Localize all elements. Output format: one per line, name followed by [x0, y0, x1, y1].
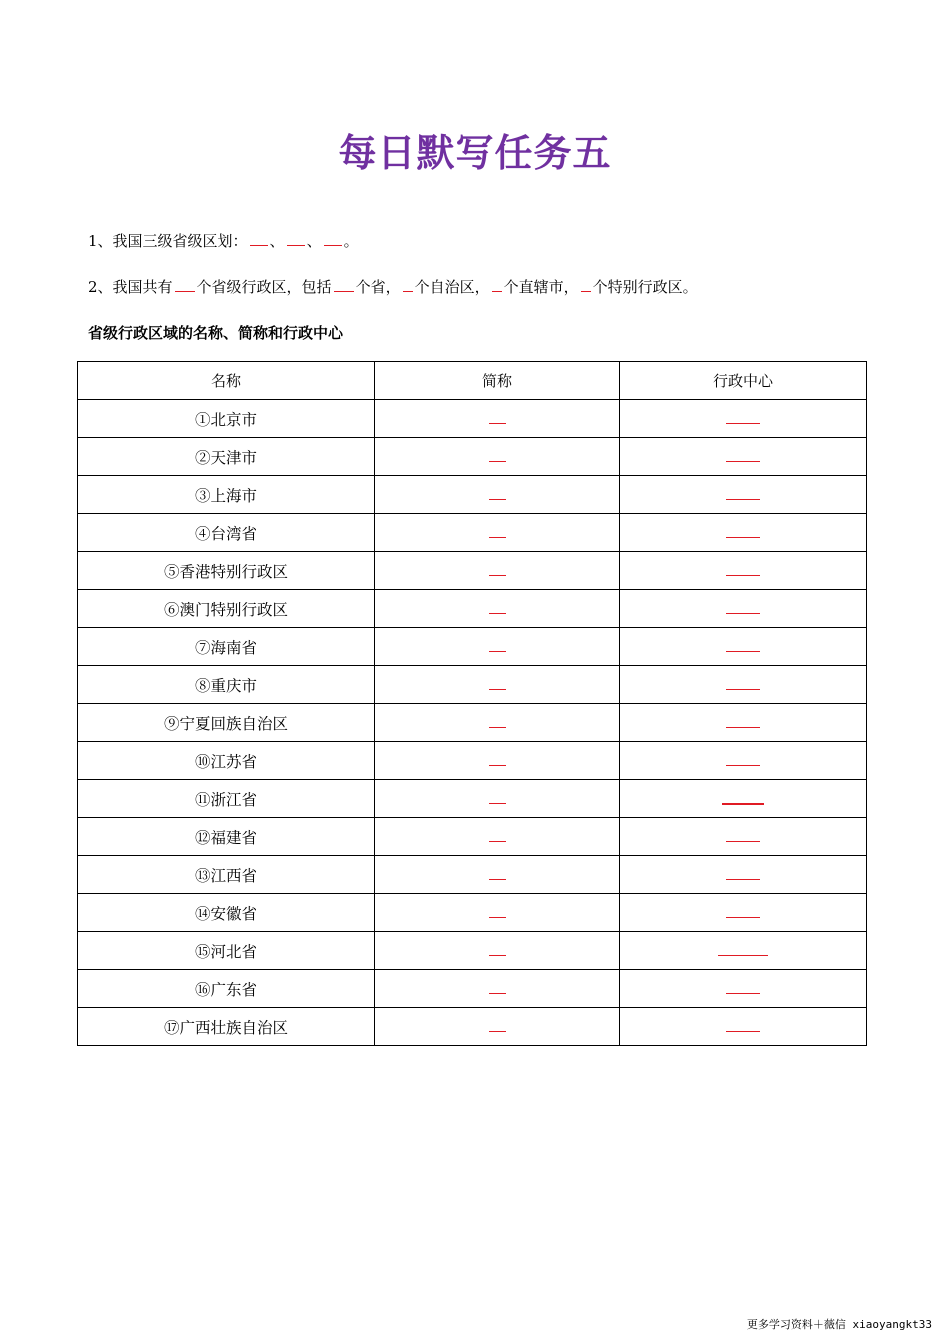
- abbr-cell: [375, 552, 620, 590]
- table-row: [78, 970, 867, 1008]
- province-name: ⑰广西壮族自治区: [78, 1008, 375, 1046]
- abbr-cell: [375, 742, 620, 780]
- blank[interactable]: [324, 233, 342, 246]
- blank[interactable]: [334, 279, 354, 292]
- province-name: ③上海市: [78, 476, 375, 514]
- abbr-blank[interactable]: [489, 757, 506, 766]
- capital-cell: [620, 514, 867, 552]
- table-row: [78, 438, 867, 476]
- question-1: [88, 230, 359, 251]
- abbr-blank[interactable]: [489, 567, 506, 576]
- footer-note: 更多学习资料＋薇信 xiaoyangkt33: [746, 1318, 932, 1331]
- abbr-cell: [375, 970, 620, 1008]
- capital-blank[interactable]: [726, 415, 760, 424]
- capital-cell: [620, 894, 867, 932]
- capital-cell: [620, 780, 867, 818]
- capital-cell: [620, 628, 867, 666]
- table-row: [78, 590, 867, 628]
- abbr-cell: [375, 856, 620, 894]
- table-row: [78, 1008, 867, 1046]
- table-row: [78, 818, 867, 856]
- province-name: ⑤香港特别行政区: [78, 552, 375, 590]
- table-row: [78, 400, 867, 438]
- capital-cell: [620, 400, 867, 438]
- q2-text: 个省，: [355, 278, 401, 296]
- table-row: [78, 704, 867, 742]
- abbr-cell: [375, 894, 620, 932]
- capital-cell: [620, 438, 867, 476]
- province-name: ⑮河北省: [78, 932, 375, 970]
- abbr-blank[interactable]: [489, 985, 506, 994]
- province-name: ⑪浙江省: [78, 780, 375, 818]
- capital-blank[interactable]: [726, 567, 760, 576]
- abbr-blank[interactable]: [489, 719, 506, 728]
- abbr-blank[interactable]: [489, 1023, 506, 1032]
- abbr-cell: [375, 590, 620, 628]
- abbr-cell: [375, 1008, 620, 1046]
- abbr-blank[interactable]: [489, 491, 506, 500]
- capital-blank[interactable]: [726, 909, 760, 918]
- q2-text: 个特别行政区。: [592, 278, 698, 296]
- province-name: ⑬江西省: [78, 856, 375, 894]
- blank[interactable]: [287, 233, 305, 246]
- abbr-blank[interactable]: [489, 909, 506, 918]
- abbr-blank[interactable]: [489, 871, 506, 880]
- capital-blank[interactable]: [722, 795, 764, 805]
- province-name: ⑥澳门特别行政区: [78, 590, 375, 628]
- abbr-blank[interactable]: [489, 529, 506, 538]
- province-name: ⑦海南省: [78, 628, 375, 666]
- capital-cell: [620, 856, 867, 894]
- capital-blank[interactable]: [726, 985, 760, 994]
- page-title: 每日默写任务五: [338, 131, 612, 175]
- abbr-cell: [375, 628, 620, 666]
- q1-end: 。: [343, 232, 359, 250]
- capital-blank[interactable]: [718, 947, 768, 956]
- capital-blank[interactable]: [726, 871, 760, 880]
- q2-text: 2、我国共有: [88, 278, 173, 296]
- province-name: ②天津市: [78, 438, 375, 476]
- capital-cell: [620, 704, 867, 742]
- abbr-blank[interactable]: [489, 947, 506, 956]
- capital-cell: [620, 590, 867, 628]
- capital-blank[interactable]: [726, 681, 760, 690]
- table-row: [78, 666, 867, 704]
- table-caption: 省级行政区域的名称、简称和行政中心: [88, 324, 344, 342]
- question-2: [88, 276, 698, 297]
- blank[interactable]: [403, 279, 413, 292]
- abbr-blank[interactable]: [489, 453, 506, 462]
- table-row: [78, 628, 867, 666]
- table-row: [78, 476, 867, 514]
- blank[interactable]: [581, 279, 591, 292]
- abbr-blank[interactable]: [489, 681, 506, 690]
- table-row: [78, 894, 867, 932]
- abbr-cell: [375, 818, 620, 856]
- q1-sep: 、: [269, 232, 285, 250]
- province-name: ④台湾省: [78, 514, 375, 552]
- capital-blank[interactable]: [726, 719, 760, 728]
- abbr-blank[interactable]: [489, 605, 506, 614]
- abbr-cell: [375, 514, 620, 552]
- province-name: ⑨宁夏回族自治区: [78, 704, 375, 742]
- province-name: ⑧重庆市: [78, 666, 375, 704]
- province-name: ⑩江苏省: [78, 742, 375, 780]
- blank[interactable]: [175, 279, 195, 292]
- capital-cell: [620, 970, 867, 1008]
- capital-blank[interactable]: [726, 491, 760, 500]
- capital-blank[interactable]: [726, 833, 760, 842]
- capital-cell: [620, 818, 867, 856]
- table-row: [78, 514, 867, 552]
- capital-blank[interactable]: [726, 605, 760, 614]
- capital-blank[interactable]: [726, 453, 760, 462]
- header-abbr: 简称: [375, 362, 620, 400]
- blank[interactable]: [492, 279, 502, 292]
- province-table: [77, 361, 867, 1046]
- q1-sep: 、: [306, 232, 322, 250]
- capital-cell: [620, 932, 867, 970]
- abbr-cell: [375, 400, 620, 438]
- province-name: ⑯广东省: [78, 970, 375, 1008]
- abbr-cell: [375, 438, 620, 476]
- capital-blank[interactable]: [726, 643, 760, 652]
- capital-blank[interactable]: [726, 529, 760, 538]
- abbr-blank[interactable]: [489, 415, 506, 424]
- blank[interactable]: [250, 233, 268, 246]
- header-name: 名称: [78, 362, 375, 400]
- table-row: [78, 856, 867, 894]
- abbr-cell: [375, 704, 620, 742]
- abbr-cell: [375, 932, 620, 970]
- table-row: [78, 780, 867, 818]
- q2-text: 个省级行政区，包括: [196, 278, 332, 296]
- capital-cell: [620, 476, 867, 514]
- capital-cell: [620, 666, 867, 704]
- province-name: ⑫福建省: [78, 818, 375, 856]
- abbr-cell: [375, 780, 620, 818]
- capital-cell: [620, 742, 867, 780]
- table-row: [78, 742, 867, 780]
- table-row: [78, 552, 867, 590]
- capital-blank[interactable]: [726, 1023, 760, 1032]
- abbr-blank[interactable]: [489, 795, 506, 804]
- header-capital: 行政中心: [620, 362, 867, 400]
- capital-blank[interactable]: [726, 757, 760, 766]
- abbr-blank[interactable]: [489, 643, 506, 652]
- q2-text: 个自治区，: [414, 278, 490, 296]
- q1-prefix: 1、我国三级省级区划：: [88, 232, 248, 250]
- table-row: [78, 932, 867, 970]
- abbr-cell: [375, 666, 620, 704]
- abbr-cell: [375, 476, 620, 514]
- abbr-blank[interactable]: [489, 833, 506, 842]
- capital-cell: [620, 1008, 867, 1046]
- province-name: ⑭安徽省: [78, 894, 375, 932]
- q2-text: 个直辖市，: [503, 278, 579, 296]
- province-name: ①北京市: [78, 400, 375, 438]
- table-header-row: [78, 362, 867, 400]
- capital-cell: [620, 552, 867, 590]
